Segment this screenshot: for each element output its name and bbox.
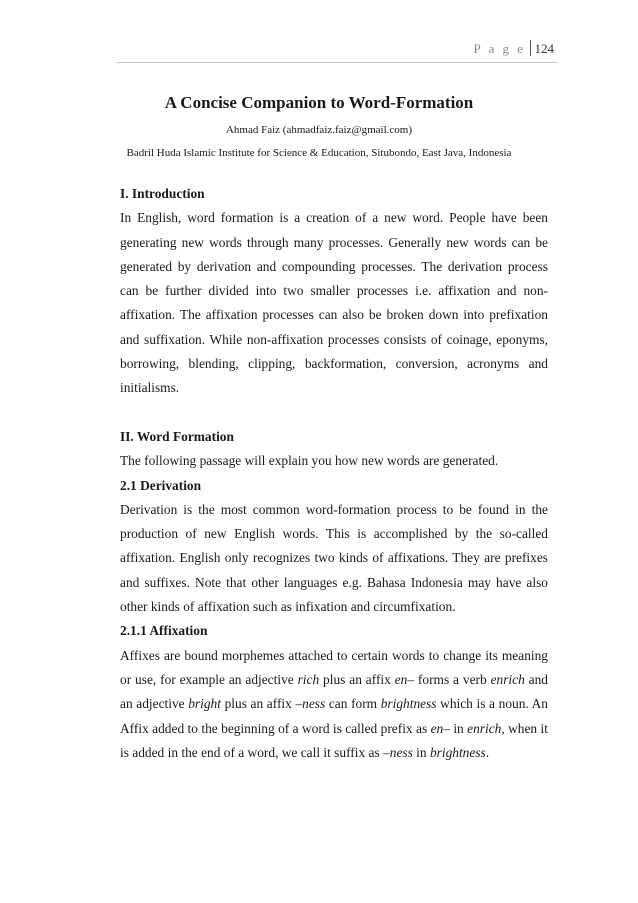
section-heading-introduction: I. Introduction	[120, 186, 205, 201]
page-number: 124	[534, 41, 554, 56]
document-title: A Concise Companion to Word-Formation	[164, 93, 474, 112]
introduction-paragraph: In English, word formation is a creation of a new word. People have been generating new words through many processes. Generally new words can be generated by derivation and compounding processes. The derivation process can be further divided into two smaller processes i.e. affixation and non-affixation. The affixation processes can also be broken down into prefixation and suffixation. While non-affixation processes consists of coinage, eponyms, borrowing, blending, clipping, backformation, conversion, acronyms and initialisms.	[120, 210, 548, 396]
example-word: rich	[297, 671, 320, 687]
text-run: plus an affix	[319, 671, 395, 687]
word-formation-paragraph: The following passage will explain you how new words are generated.	[120, 453, 499, 469]
example-word: enrich	[467, 720, 502, 736]
example-word: bright	[188, 696, 221, 712]
section-gap	[120, 401, 548, 425]
page-label: P a g e	[473, 41, 526, 56]
derivation-paragraph: Derivation is the most common word-formation process to be found in the production of new English words. This is accomplished by the so-called affixation. English only recognizes two kinds of affixations. They are prefixes and suffixes. Note that other languages e.g. Bahasa Indonesia may have also other kinds of affixation such as infixation and circumfixation.	[120, 501, 548, 615]
text-run: Affixes are bound morphemes attached to certain words to change its meaning or use, for example an adjective	[120, 647, 548, 687]
page-separator	[530, 40, 531, 56]
author-line: Ahmad Faiz (ahmadfaiz.faiz@gmail.com)	[225, 124, 413, 136]
text-run: plus an affix	[220, 696, 296, 712]
example-word: brightness	[429, 744, 486, 760]
text-run: .	[485, 744, 490, 760]
affixation-paragraph	[120, 644, 548, 765]
text-run: in	[449, 720, 468, 736]
affiliation-line: Badril Huda Islamic Institute for Science & Education, Situbondo, East Java, Indonesia	[126, 147, 512, 159]
subsection-heading-derivation: 2.1 Derivation	[120, 477, 202, 493]
example-word: –ness	[295, 696, 326, 712]
example-word: enrich	[490, 671, 525, 687]
text-run: and an adjective	[120, 671, 548, 712]
text-run: forms a verb	[414, 671, 491, 687]
header-rule	[116, 62, 558, 63]
text-run: , when it is added in the end of a word, we call it suffix as	[120, 720, 548, 760]
example-word: brightness	[380, 696, 437, 712]
example-word: en–	[430, 720, 450, 736]
section-heading-word-formation: II. Word Formation	[120, 428, 234, 444]
text-run: in	[412, 744, 430, 760]
example-word: en–	[394, 671, 415, 687]
subsection-heading-affixation: 2.1.1 Affixation	[120, 623, 208, 639]
page-header	[473, 40, 554, 58]
text-run: can form	[325, 696, 381, 712]
text-run: which is a noun. An Affix added to the beginning of a word is called prefix as	[120, 696, 549, 736]
document-body	[120, 182, 548, 765]
example-word: –ness	[383, 744, 413, 760]
